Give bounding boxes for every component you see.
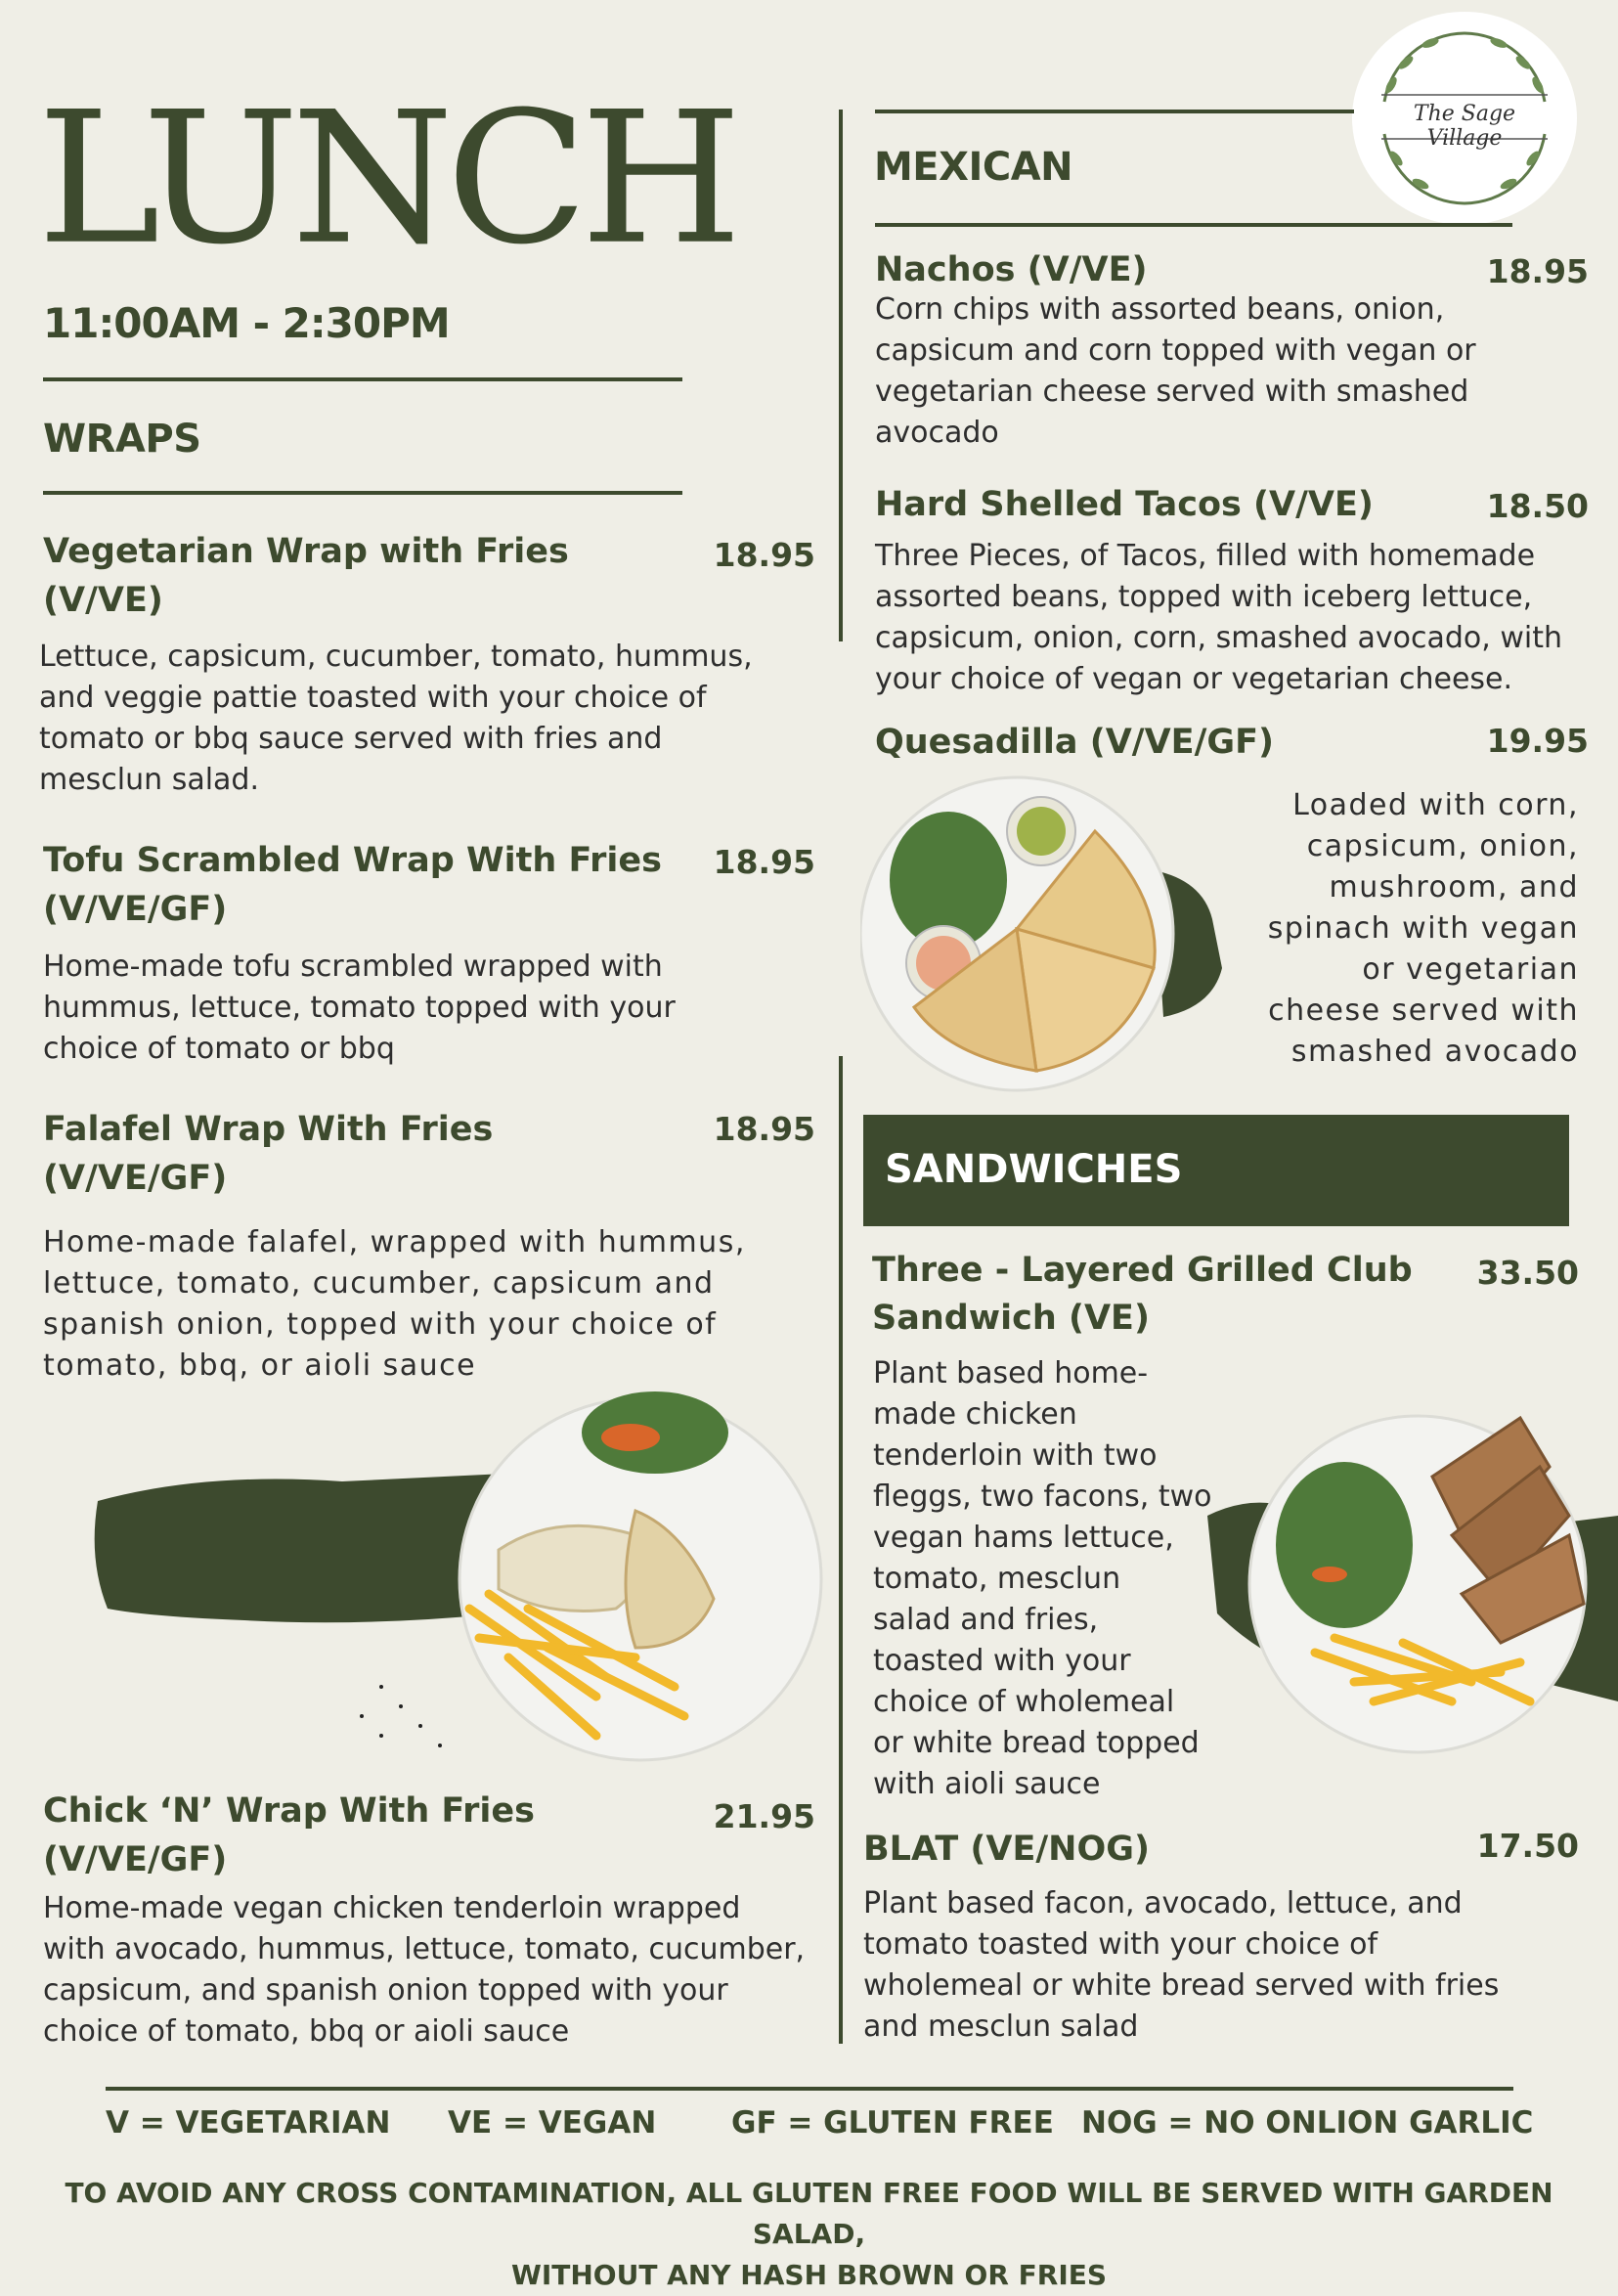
legend-gluten-free: GF = GLUTEN FREE [731, 2105, 1054, 2141]
menu-item-name: BLAT (VE/NOG) [863, 1830, 1150, 1869]
menu-item-name: (V/VE/GF) [43, 890, 228, 929]
menu-item-name: Hard Shelled Tacos (V/VE) [875, 485, 1374, 524]
legend-vegan: VE = VEGAN [448, 2105, 657, 2141]
menu-item-name: Sandwich (VE) [872, 1299, 1150, 1338]
legend-vegetarian: V = VEGETARIAN [106, 2105, 391, 2141]
logo-text: The Sage Village [1413, 102, 1516, 151]
menu-item-price: 18.95 [713, 843, 815, 881]
menu-item-name: (V/VE/GF) [43, 1159, 228, 1198]
legend-no-onion-garlic: NOG = NO ONLION GARLIC [1081, 2105, 1534, 2141]
section-heading-sandwiches: SANDWICHES [885, 1147, 1183, 1192]
menu-item-price: 18.95 [713, 536, 815, 574]
section-banner-sandwiches [863, 1115, 1569, 1226]
menu-item-price: 18.50 [1486, 487, 1589, 525]
divider [106, 2087, 1513, 2091]
menu-item-description: Home-made tofu scrambled wrapped with hummus, lettuce, tomato topped with your choice of tomato or bbq [43, 949, 676, 1066]
divider [43, 491, 682, 495]
column-divider [839, 110, 843, 641]
menu-item-name: Vegetarian Wrap with Fries [43, 532, 569, 571]
menu-item-description: Home-made vegan chicken tenderloin wrapped with avocado, hummus, lettuce, tomato, cucumber, capsicum, and spanish onion topped with your choice of tomato, bbq or aioli sauce [43, 1891, 806, 2049]
menu-item-price: 33.50 [1476, 1254, 1579, 1292]
menu-item-name: Falafel Wrap With Fries [43, 1110, 494, 1149]
menu-item-name: Chick ‘N’ Wrap With Fries [43, 1791, 535, 1831]
menu-item-description: Lettuce, capsicum, cucumber, tomato, hummus, and veggie pattie toasted with your choice of tomato or bbq sauce served with fries and mesclun salad. [39, 640, 753, 797]
club-sandwich-photo [1207, 1408, 1618, 1760]
menu-item-name: Nachos (V/VE) [875, 250, 1148, 289]
menu-item-price: 19.95 [1486, 722, 1589, 760]
menu-item-price: 18.95 [1486, 252, 1589, 290]
menu-item-description: Corn chips with assorted beans, onion, capsicum and corn topped with vegan or vegetarian cheese served with smashed avocado [875, 292, 1476, 450]
menu-item-description: Three Pieces, of Tacos, filled with homemade assorted beans, topped with iceberg lettuce, capsicum, onion, corn, smashed avocado, with your choice of vegan or vegetarian cheese. [875, 539, 1562, 696]
wrap-and-fries-photo [88, 1364, 831, 1775]
column-divider [839, 1056, 843, 2044]
opening-hours: 11:00AM - 2:30PM [43, 299, 450, 347]
menu-item-price: 17.50 [1476, 1827, 1579, 1865]
menu-item-description: Plant based facon, avocado, lettuce, and tomato toasted with your choice of wholemeal or white bread served with fries and mesclun salad [863, 1886, 1500, 2044]
menu-item-name: Quesadilla (V/VE/GF) [875, 723, 1274, 762]
logo [1352, 12, 1577, 225]
menu-item-name: Tofu Scrambled Wrap With Fries [43, 841, 662, 880]
menu-item-name: (V/VE/GF) [43, 1840, 228, 1879]
menu-item-description: Plant based home- made chicken tenderloin with two fleggs, two facons, two vegan hams lettuce, tomato, mesclun salad and fries, toasted with your choice of wholemeal or white bread topped with aioli sauce [873, 1356, 1212, 1801]
page-title: LUNCH [37, 72, 735, 285]
divider [875, 110, 1354, 113]
menu-item-price: 21.95 [713, 1797, 815, 1835]
menu-item-name: Three - Layered Grilled Club [872, 1251, 1413, 1290]
menu-item-description: Home-made falafel, wrapped with hummus, lettuce, tomato, cucumber, capsicum and spanish onion, topped with your choice of tomato, bbq, or aioli sauce [43, 1225, 746, 1383]
divider [43, 377, 682, 381]
menu-item-description: Loaded with corn, capsicum, onion, mushroom, and spinach with vegan or vegetarian cheese served with smashed avocado [1267, 788, 1579, 1069]
divider [875, 223, 1512, 227]
section-heading-wraps: WRAPS [43, 417, 201, 462]
quesadilla-photo [860, 773, 1251, 1095]
section-heading-mexican: MEXICAN [874, 145, 1073, 190]
cross-contamination-notice: TO AVOID ANY CROSS CONTAMINATION, ALL GLUTEN FREE FOOD WILL BE SERVED WITH GARDEN SALAD, WITHOUT ANY HASH BROWN OR FRIES [65, 2177, 1553, 2291]
menu-item-name: (V/VE) [43, 581, 163, 620]
menu-item-price: 18.95 [713, 1110, 815, 1148]
